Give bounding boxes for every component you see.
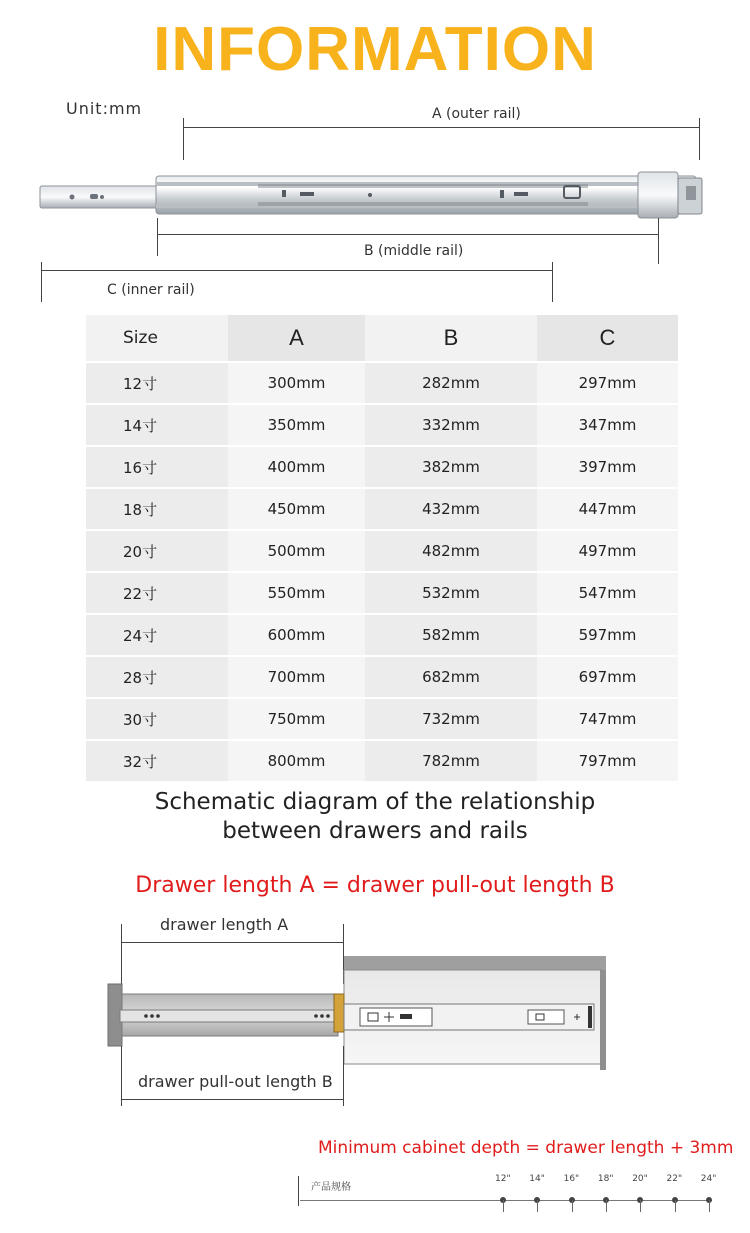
dim-tick-b-right: [658, 218, 659, 264]
cell-a: 400mm: [228, 447, 365, 487]
drawer-diagram: [104, 950, 614, 1070]
schematic-title-line1: Schematic diagram of the relationship: [154, 789, 596, 815]
dim-tick-a-left: [183, 118, 184, 160]
cell-b: 782mm: [365, 741, 537, 781]
scale-tick-mark: [503, 1200, 504, 1212]
cell-b: 332mm: [365, 405, 537, 445]
dim-tick-c-left: [41, 262, 42, 302]
scale-line: [300, 1200, 712, 1201]
size-table: [86, 315, 678, 783]
page-title: INFORMATION: [153, 15, 597, 84]
cell-c: 547mm: [537, 573, 678, 613]
dim-line-b: [157, 234, 659, 235]
cell-size: 24寸: [86, 615, 228, 655]
scale-tick-label: 24": [700, 1174, 717, 1184]
cell-size: 20寸: [86, 531, 228, 571]
cell-size: 16寸: [86, 447, 228, 487]
scale-tick-mark: [606, 1200, 607, 1212]
cell-c: 297mm: [537, 363, 678, 403]
cell-size: 18寸: [86, 489, 228, 529]
table-row: [86, 615, 678, 657]
cell-a: 700mm: [228, 657, 365, 697]
scale-tick-label: 18": [597, 1174, 614, 1184]
scale-tick-label: 22": [666, 1174, 683, 1184]
cell-size: 32寸: [86, 741, 228, 781]
cell-c: 497mm: [537, 531, 678, 571]
table-body: [86, 363, 678, 783]
scale-tick-mark: [675, 1200, 676, 1212]
cell-a: 500mm: [228, 531, 365, 571]
scale-tick-label: 16": [563, 1174, 580, 1184]
cell-b: 282mm: [365, 363, 537, 403]
dim-label-a: A (outer rail): [432, 106, 521, 122]
table-row: [86, 699, 678, 741]
scale-tick-mark: [709, 1200, 710, 1212]
table-header-b: B: [365, 315, 537, 361]
cell-c: 697mm: [537, 657, 678, 697]
drawer-equation: Drawer length A = drawer pull-out length B: [135, 873, 615, 898]
scale-tick-label: 14": [529, 1174, 545, 1184]
cell-a: 800mm: [228, 741, 365, 781]
table-row: [86, 531, 678, 573]
dim-label-c: C (inner rail): [107, 282, 195, 298]
cell-a: 300mm: [228, 363, 365, 403]
table-header-row: [86, 315, 678, 363]
cell-size: 12寸: [86, 363, 228, 403]
dim-tick-c-right: [552, 262, 553, 302]
unit-label: Unit:mm: [66, 99, 143, 118]
scale-tick-mark: [537, 1200, 538, 1212]
cell-a: 550mm: [228, 573, 365, 613]
cell-c: 447mm: [537, 489, 678, 529]
table-row: [86, 447, 678, 489]
cell-size: 30寸: [86, 699, 228, 739]
scale-label: 产品规格: [311, 1182, 351, 1193]
cell-c: 347mm: [537, 405, 678, 445]
cell-b: 482mm: [365, 531, 537, 571]
table-row: [86, 741, 678, 783]
cell-size: 28寸: [86, 657, 228, 697]
cell-a: 600mm: [228, 615, 365, 655]
scale-tick-label: 20": [632, 1174, 648, 1184]
cell-c: 597mm: [537, 615, 678, 655]
cell-b: 732mm: [365, 699, 537, 739]
table-row: [86, 657, 678, 699]
pullout-length-tick-right: [343, 1046, 344, 1106]
cell-c: 747mm: [537, 699, 678, 739]
table-header-c: C: [537, 315, 678, 361]
scale-tick-label: 12": [495, 1174, 511, 1184]
cell-c: 797mm: [537, 741, 678, 781]
cell-b: 432mm: [365, 489, 537, 529]
dim-line-a: [183, 127, 700, 128]
scale-tick-mark: [572, 1200, 573, 1212]
pullout-length-line: [121, 1099, 344, 1100]
dim-tick-b-left: [157, 218, 158, 256]
dim-tick-a-right: [699, 118, 700, 160]
cell-b: 582mm: [365, 615, 537, 655]
cell-size: 14寸: [86, 405, 228, 445]
table-row: [86, 405, 678, 447]
schematic-title: [0, 788, 750, 846]
pullout-length-tick-left: [121, 1046, 122, 1106]
table-row: [86, 363, 678, 405]
table-row: [86, 489, 678, 531]
slide-rail-image: [38, 168, 710, 224]
drawer-length-label: drawer length A: [160, 915, 289, 934]
cell-b: 682mm: [365, 657, 537, 697]
cell-size: 22寸: [86, 573, 228, 613]
scale-left-tick: [298, 1176, 299, 1206]
table-header-a: A: [228, 315, 365, 361]
pullout-length-label: drawer pull-out length B: [138, 1072, 333, 1091]
cell-a: 350mm: [228, 405, 365, 445]
table-row: [86, 573, 678, 615]
cell-b: 532mm: [365, 573, 537, 613]
dim-label-b: B (middle rail): [364, 243, 464, 259]
scale-tick-mark: [640, 1200, 641, 1212]
cabinet-equation: Minimum cabinet depth = drawer length + 3mm: [318, 1138, 734, 1158]
drawer-length-line: [121, 942, 344, 943]
cell-c: 397mm: [537, 447, 678, 487]
cell-a: 450mm: [228, 489, 365, 529]
dim-line-c: [41, 270, 553, 271]
schematic-title-line2: between drawers and rails: [222, 818, 528, 844]
table-header-size: Size: [86, 315, 228, 361]
cell-a: 750mm: [228, 699, 365, 739]
cell-b: 382mm: [365, 447, 537, 487]
